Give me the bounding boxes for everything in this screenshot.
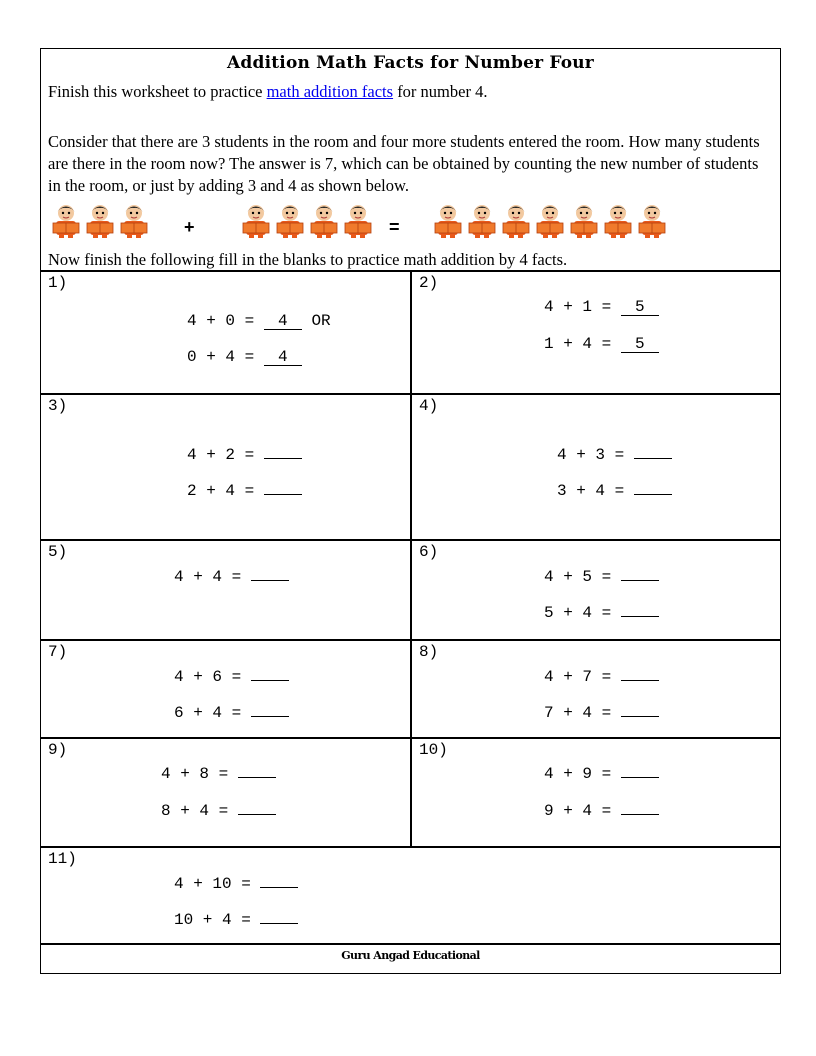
student-reading-icon xyxy=(85,203,115,239)
problem-number: 7) xyxy=(48,643,68,661)
instruction-line: Now finish the following fill in the blanks to practice math addition by 4 facts. xyxy=(48,250,568,269)
equation-text: 4 + 2 = xyxy=(187,446,255,464)
equation xyxy=(544,668,659,686)
equation xyxy=(544,298,659,316)
student-reading-icon xyxy=(343,203,373,239)
answer-blank[interactable] xyxy=(238,777,276,778)
or-text: OR xyxy=(311,312,331,330)
problem-10 xyxy=(412,739,781,846)
problem-number: 10) xyxy=(419,741,448,759)
answer-blank[interactable] xyxy=(621,580,659,581)
problem-number: 6) xyxy=(419,543,439,561)
equation-text: 7 + 4 = xyxy=(544,704,612,722)
problem-3 xyxy=(41,395,410,539)
student-reading-icon xyxy=(309,203,339,239)
problem-11 xyxy=(41,848,780,943)
equation xyxy=(174,668,289,686)
equation-text: 1 + 4 = xyxy=(544,335,612,353)
intro-text-end: for number 4. xyxy=(393,82,488,101)
equation xyxy=(187,482,302,500)
equation-text: 6 + 4 = xyxy=(174,704,242,722)
footer-credit: Guru Angad Educational xyxy=(341,949,480,962)
equation-text: 8 + 4 = xyxy=(161,802,229,820)
equation xyxy=(174,568,289,586)
equation xyxy=(174,704,289,722)
problem-5 xyxy=(41,541,410,639)
equation-text: 4 + 1 = xyxy=(544,298,612,316)
student-reading-icon xyxy=(603,203,633,239)
intro-line xyxy=(48,82,487,102)
equation-text: 9 + 4 = xyxy=(544,802,612,820)
answer-blank[interactable] xyxy=(621,814,659,815)
equation-text: 0 + 4 = xyxy=(187,348,255,366)
answer-blank[interactable] xyxy=(251,716,289,717)
equation xyxy=(174,875,298,893)
answer-blank[interactable] xyxy=(260,923,298,924)
answer-blank[interactable] xyxy=(621,777,659,778)
problem-2 xyxy=(412,272,781,393)
equation xyxy=(187,446,302,464)
answer-blank[interactable] xyxy=(621,716,659,717)
problem-number: 5) xyxy=(48,543,68,561)
problem-9 xyxy=(41,739,410,846)
student-reading-icon xyxy=(569,203,599,239)
equation xyxy=(187,312,331,330)
problem-number: 4) xyxy=(419,397,439,415)
problem-number: 1) xyxy=(48,274,68,292)
equation xyxy=(174,911,298,929)
answer-blank[interactable] xyxy=(264,494,302,495)
answer-blank[interactable] xyxy=(621,616,659,617)
equation xyxy=(544,765,659,783)
equation-text: 4 + 6 = xyxy=(174,668,242,686)
equation-text: 10 + 4 = xyxy=(174,911,251,929)
answer-blank[interactable] xyxy=(251,580,289,581)
answer-blank[interactable]: 4 xyxy=(264,313,302,330)
problem-number: 8) xyxy=(419,643,439,661)
answer-blank[interactable] xyxy=(260,887,298,888)
answer-blank[interactable]: 4 xyxy=(264,349,302,366)
equation-text: 2 + 4 = xyxy=(187,482,255,500)
problem-number: 2) xyxy=(419,274,439,292)
student-reading-icon xyxy=(51,203,81,239)
equals-sign: = xyxy=(389,217,400,237)
problem-number: 9) xyxy=(48,741,68,759)
answer-blank[interactable] xyxy=(621,680,659,681)
equation xyxy=(544,802,659,820)
answer-blank[interactable] xyxy=(634,494,672,495)
problem-6 xyxy=(412,541,781,639)
equation-text: 4 + 4 = xyxy=(174,568,242,586)
answer-blank[interactable] xyxy=(251,680,289,681)
equation-text: 4 + 8 = xyxy=(161,765,229,783)
equation-text: 3 + 4 = xyxy=(557,482,625,500)
problem-number: 11) xyxy=(48,850,77,868)
equation-text: 4 + 5 = xyxy=(544,568,612,586)
math-addition-facts-link[interactable]: math addition facts xyxy=(266,82,394,101)
equation-text: 4 + 0 = xyxy=(187,312,255,330)
equation xyxy=(187,348,302,366)
explanation-paragraph: Consider that there are 3 students in the room and four more students entered the room. How many students are there in the room now? The answer is 7, which can be obtained by counting the new number of students in the room, or just by adding 3 and 4 as shown below. xyxy=(48,132,760,195)
problem-1 xyxy=(41,272,410,393)
answer-blank[interactable]: 5 xyxy=(621,299,659,316)
grid-line xyxy=(41,943,780,945)
equation xyxy=(161,802,276,820)
problem-7 xyxy=(41,641,410,737)
intro-text: Finish this worksheet to practice xyxy=(48,82,267,101)
student-reading-icon xyxy=(467,203,497,239)
student-reading-icon xyxy=(433,203,463,239)
equation-text: 4 + 9 = xyxy=(544,765,612,783)
plus-sign: + xyxy=(184,217,195,237)
equation-text: 4 + 7 = xyxy=(544,668,612,686)
student-reading-icon xyxy=(119,203,149,239)
equation xyxy=(557,482,672,500)
student-reading-icon xyxy=(241,203,271,239)
equation-text: 4 + 3 = xyxy=(557,446,625,464)
problem-number: 3) xyxy=(48,397,68,415)
answer-blank[interactable] xyxy=(264,458,302,459)
equation xyxy=(161,765,276,783)
equation xyxy=(544,604,659,622)
student-reading-icon xyxy=(535,203,565,239)
student-reading-icon xyxy=(501,203,531,239)
students-illustration xyxy=(41,203,780,243)
problem-4 xyxy=(412,395,781,539)
equation xyxy=(544,335,659,353)
worksheet xyxy=(40,48,781,974)
equation xyxy=(557,446,672,464)
worksheet-title: Addition Math Facts for Number Four xyxy=(227,53,594,73)
answer-blank[interactable] xyxy=(238,814,276,815)
answer-blank[interactable]: 5 xyxy=(621,336,659,353)
problem-8 xyxy=(412,641,781,737)
equation-text: 4 + 10 = xyxy=(174,875,251,893)
student-reading-icon xyxy=(275,203,305,239)
equation xyxy=(544,704,659,722)
student-reading-icon xyxy=(637,203,667,239)
equation xyxy=(544,568,659,586)
answer-blank[interactable] xyxy=(634,458,672,459)
equation-text: 5 + 4 = xyxy=(544,604,612,622)
